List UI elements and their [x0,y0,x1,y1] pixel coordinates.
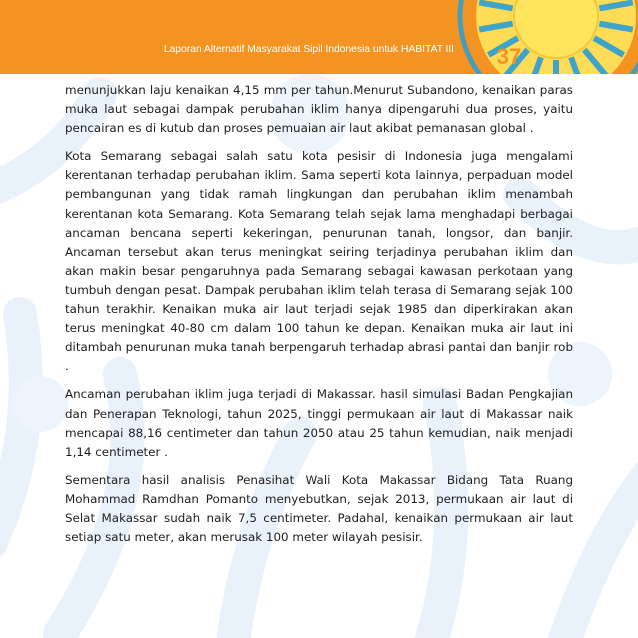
report-title: Laporan Alternatif Masyarakat Sipil Indonesia untuk HABITAT III [163,43,454,55]
paragraph: menunjukkan laju kenaikan 4,15 mm per tahun.Menurut Subandono, kenaikan paras muka laut sebagai dampak perubahan iklim hanya dipengaruhi dua proses, yaitu pencairan es di kutub dan proses pemuaian air laut akibat pemanasan global . [65,83,573,136]
page-header [0,0,638,74]
paragraph: Kota Semarang sebagai salah satu kota pesisir di Indonesia juga mengalami kerentanan terhadap perubahan iklim. Sama seperti kota lainnya, perpaduan model pembangunan yang tidak ramah lingkungan dan perubahan iklim menambah kerentanan kota Semarang. Kota Semarang telah sejak lama menghadapi berbagai ancaman bencana seperti kekeringan, penurunan tanah, longsor, dan banjir. Ancaman tersebut akan terus meningkat seiring terjadinya perubahan iklim dan akan makin besar pengaruhnya pada Semarang sebagai kawasan perkotaan yang tumbuh dengan pesat. Dampak perubahan iklim telah terasa di Semarang sejak 100 tahun terakhir. Kenaikan muka air laut terjadi sejak 1985 dan diperkirakan akan terus meningkat 40-80 cm dalam 100 tahun ke depan. Kenaikan muka air laut ini ditambah penurunan muka tanah berpengaruh terhadap abrasi pantai dan banjir rob . [65,149,573,374]
paragraph: Ancaman perubahan iklim juga terjadi di Makassar. hasil simulasi Badan Pengkajian dan Penerapan Teknologi, tahun 2025, tinggi permukaan air laut di Makassar naik mencapai 88,16 centimeter dan tahun 2050 atau 25 tahun kemudian, naik menjadi 1,14 centimeter . [65,387,573,459]
body-text [65,81,573,556]
page-number: 37 [496,44,522,69]
paragraph: Sementara hasil analisis Penasihat Wali Kota Makassar Bidang Tata Ruang Mohammad Ramdhan Pomanto menyebutkan, sejak 2013, permukaan air laut di Selat Makassar sudah naik 7,5 centimeter. Padahal, kenaikan permukaan air laut setiap satu meter, akan merusak 100 meter wilayah pesisir. [65,472,573,545]
